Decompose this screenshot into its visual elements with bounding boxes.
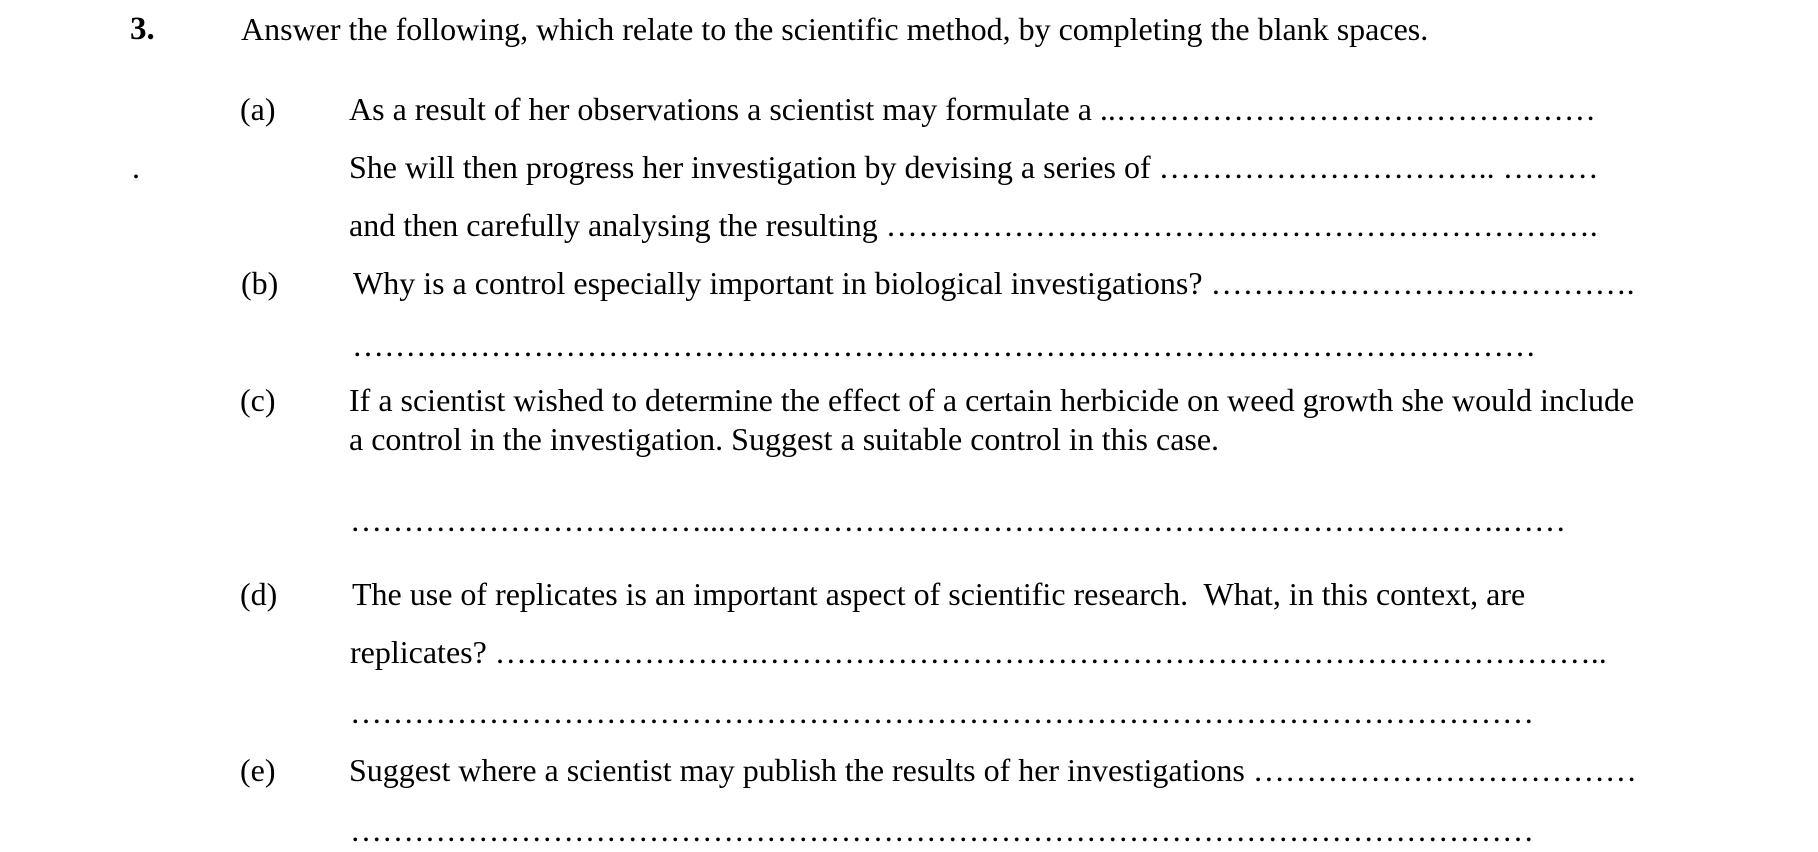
part-c-answer-line: ……………………………...……………………………………………………………….…… (350, 502, 1566, 538)
question-number: 3. (130, 11, 155, 47)
part-b-line-1: Why is a control especially important in biological investigations? …………………………………. (353, 265, 1635, 301)
part-a-line-1: As a result of her observations a scientist may formulate a ..……………………………………… (349, 91, 1596, 127)
question-intro: Answer the following, which relate to the scientific method, by completing the blank spaces. (241, 11, 1429, 47)
part-c-label: (c) (240, 382, 276, 418)
part-e-answer-line: ………………………………………………………………………………………………… (350, 812, 1534, 848)
part-a-line-2: She will then progress her investigation by devising a series of ………………………….. ……… (349, 149, 1599, 185)
part-a-line-3: and then carefully analysing the resulting …………………………………………………………. (349, 207, 1598, 243)
part-d-answer-line: ………………………………………………………………………………………………… (350, 694, 1534, 730)
part-d-line-2: replicates? …………………….…………………………………………………………………….. (350, 634, 1607, 670)
part-a-label: (a) (240, 91, 276, 127)
margin-mark: . (132, 149, 140, 185)
part-e-label: (e) (240, 752, 276, 788)
part-e-line-1: Suggest where a scientist may publish the results of her investigations ……………………………… (349, 752, 1637, 788)
part-b-label: (b) (241, 265, 279, 301)
part-c-line-2: a control in the investigation. Suggest a suitable control in this case. (349, 421, 1220, 457)
part-c-line-1: If a scientist wished to determine the effect of a certain herbicide on weed growth she would include (349, 382, 1635, 418)
part-d-line-1: The use of replicates is an important aspect of scientific research. What, in this context, are (352, 576, 1526, 612)
part-b-answer-line: ………………………………………………………………………………………………… (352, 327, 1536, 363)
part-d-label: (d) (240, 576, 278, 612)
